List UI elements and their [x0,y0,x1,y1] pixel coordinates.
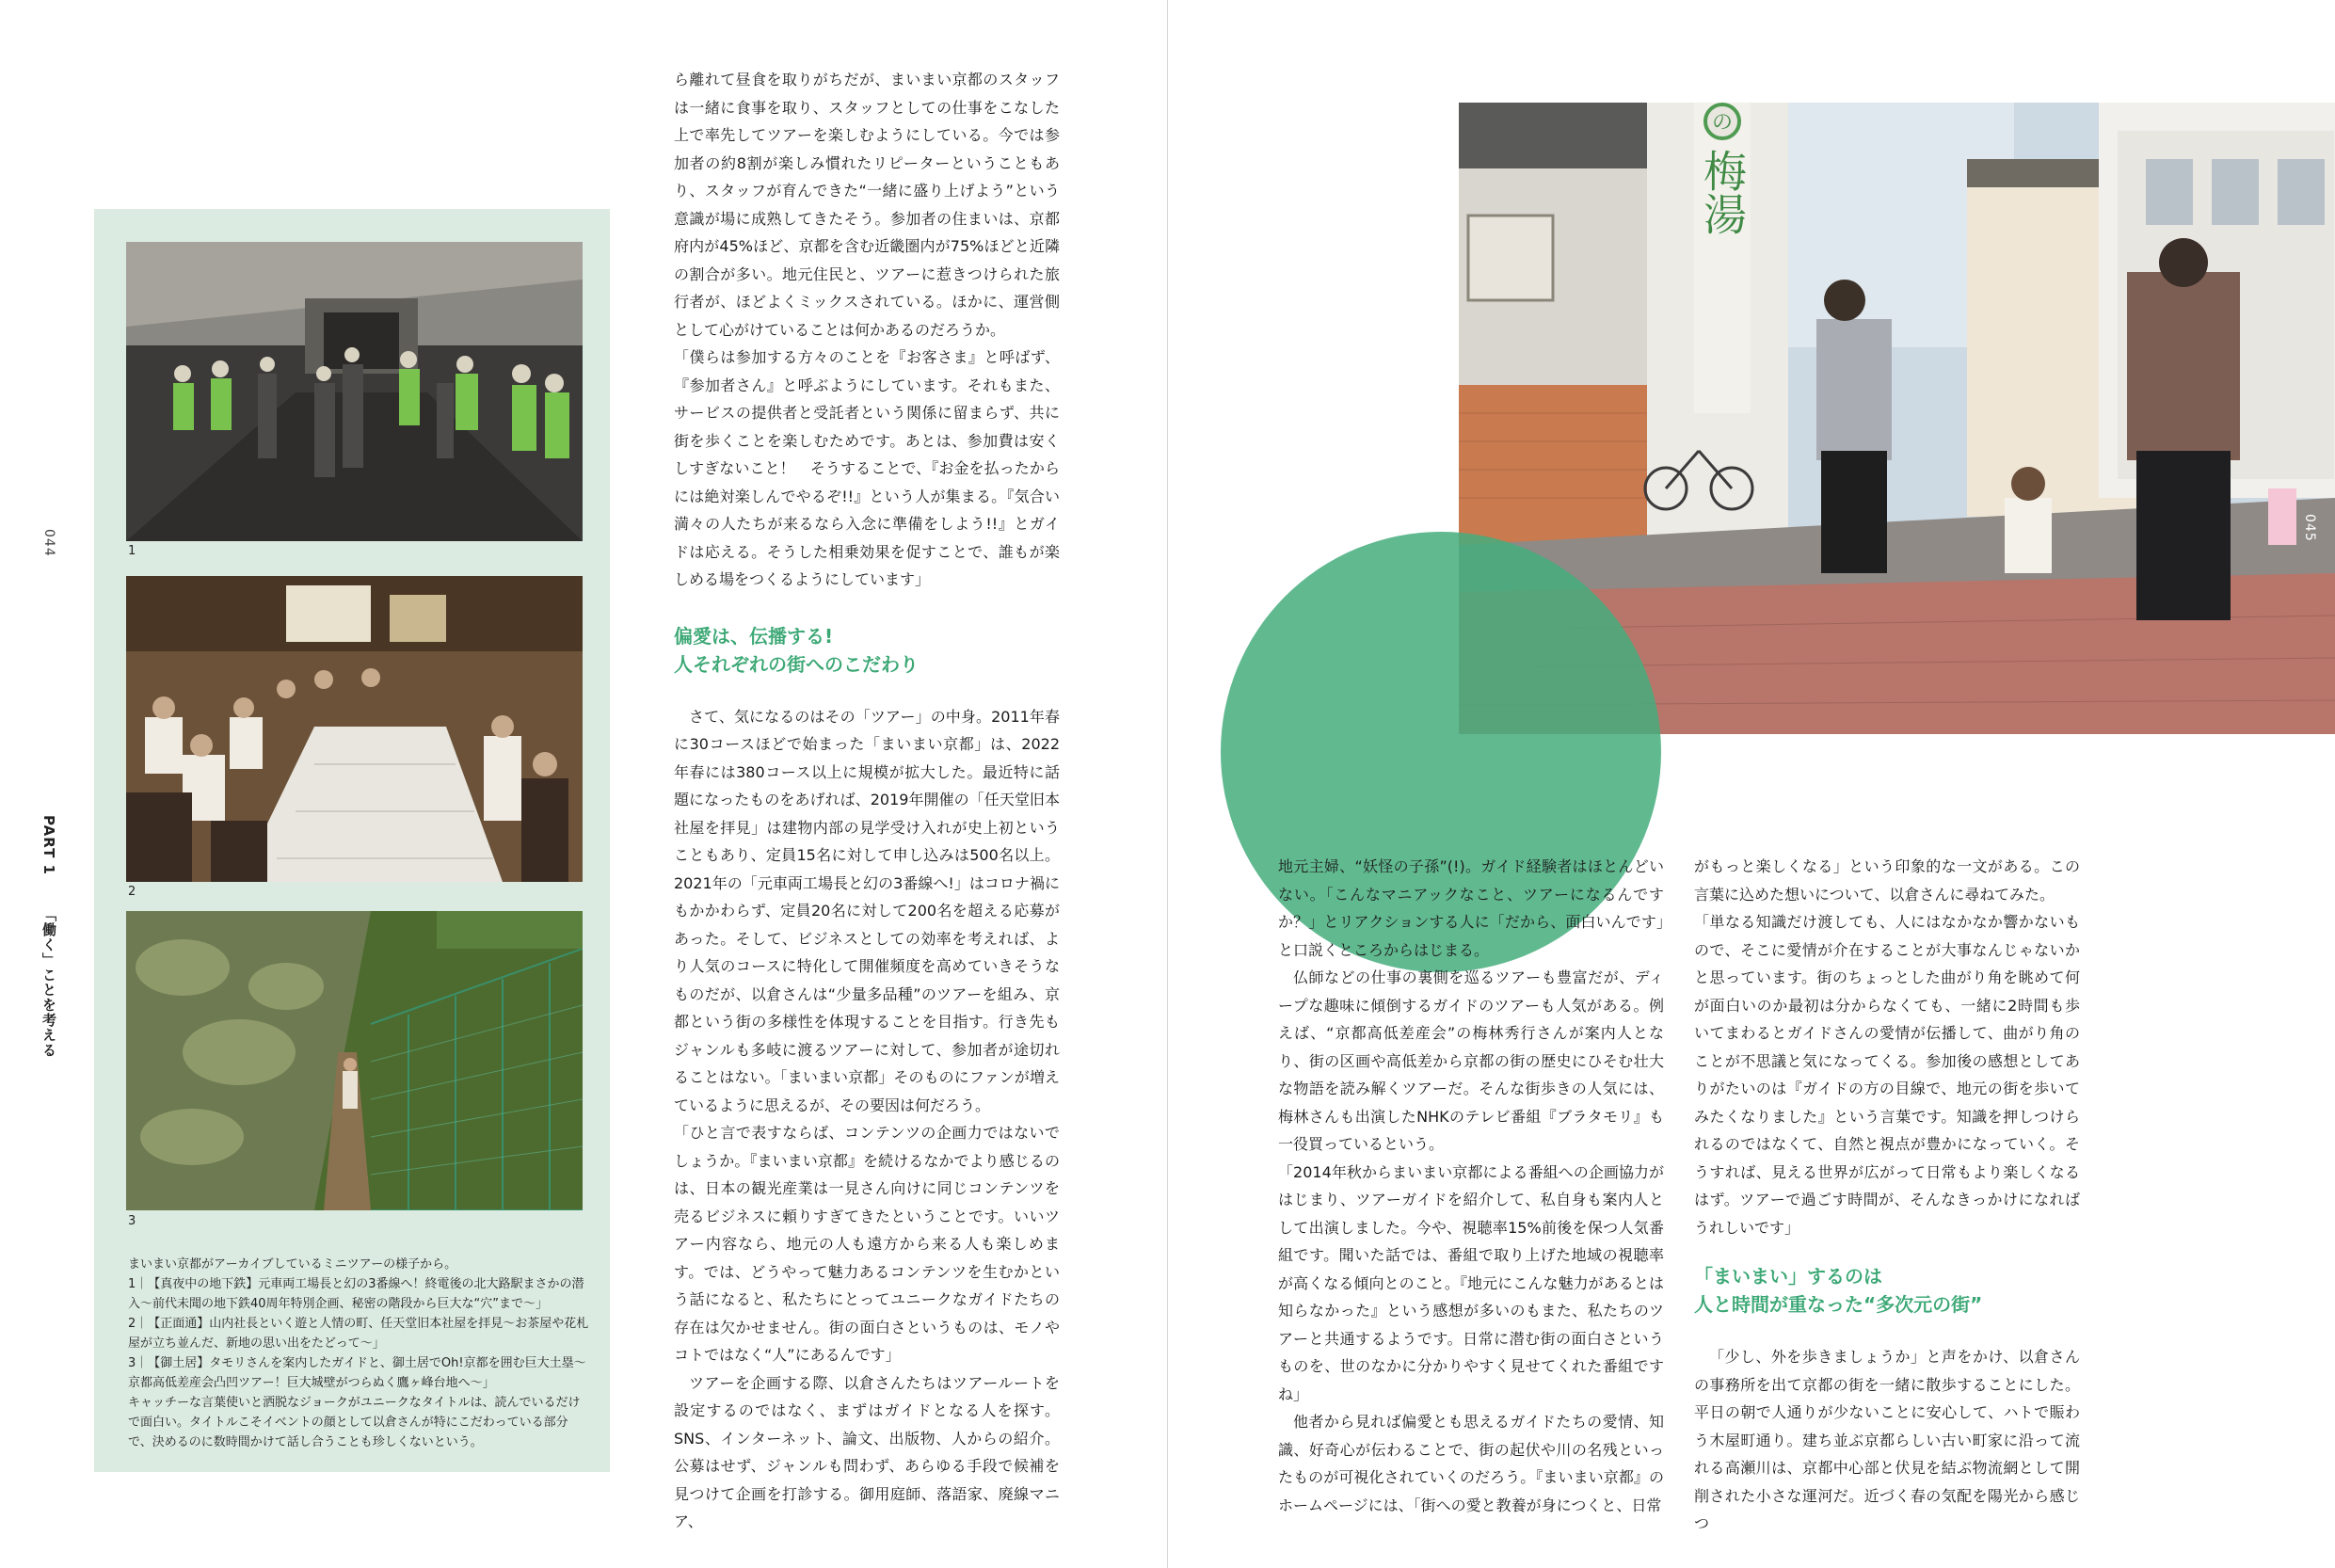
article-column-1 [674,66,1060,1536]
body-paragraph: がもっと楽しくなる」という印象的な一文がある。この言葉に込めた想いについて、以倉さんに尋ねてみた。 [1694,857,2080,904]
section-heading-line: 人と時間が重なった“多次元の街” [1694,1293,1983,1316]
part-subtitle: 「働く」ことを考える [40,907,57,1059]
page-number: 044 [41,529,56,557]
caption-item-3: 3｜【御土居】タモリさんを案内したガイドと、御土居でOh!京都を囲む巨大土塁～京都高低差産会凸凹ツアー！巨大城壁がつらぬく鷹ヶ峰台地へ～」 [128,1356,586,1390]
page-number: 045 [2302,514,2317,542]
left-page [0,0,1167,1568]
section-heading-line: 偏愛は、伝播する! [674,624,834,648]
photo-subway-tunnel [126,242,583,541]
part-number: PART 1 [40,815,57,875]
body-paragraph: 「2014年秋からまいまい京都による番組への企画協力がはじまり、ツアーガイドを紹介して、私自身も案内人として出演しました。今や、視聴率15%前後を保つ人気番組です。聞いた話では、番組で取り上げた地域の視聴率が高くなる傾向とのこと。『地元にこんな魅力があるとは知らなかった』という感想が多いのもまた、私たちのツアーと共通するようです。日常に潜む街の面白さというものを、世のなかに分かりやすく見せてくれた番組ですね」 [1278,1162,1664,1403]
bathhouse-sign: 梅湯 [1697,149,1748,235]
article-column-3 [1694,853,2080,1538]
section-heading-line: 人それぞれの街へのこだわり [674,652,919,676]
photo-number: 2 [128,885,136,899]
photo-number: 1 [128,544,136,558]
part-label [40,815,59,1058]
photo-interior-gathering [126,576,583,882]
article-column-2 [1278,853,1664,1519]
body-paragraph: 仏師などの仕事の裏側を巡るツアーも豊富だが、ディープな趣味に傾倒するガイドのツアーも人気がある。例えば、“京都高低差産会”の梅林秀行さんが案内人となり、街の区画や高低差から京都の街の歴史にひそむ壮大な物語を読み解くツアーだ。そんな街歩きの人気には、梅林さんも出演したNHKのテレビ番組『ブラタモリ』も一役買っているという。 [1278,968,1664,1153]
body-paragraph: 「少し、外を歩きましょうか」と声をかけ、以倉さんの事務所を出て京都の街を一緒に散歩することにした。平日の朝で人通りが少ないことに安心して、ハトで賑わう木屋町通り。建ち並ぶ京都らしい古い町家に沿って流れる高瀬川は、京都中心部と伏見を結ぶ物流網として開削された小さな運河だ。近づく春の気配を陽光から感じつ [1694,1348,2080,1532]
body-paragraph: さて、気になるのはその「ツアー」の中身。2011年春に30コースほどで始まった「まいまい京都」は、2022年春には380コース以上に規模が拡大した。最近特に話題になったものをあげれば、2019年開催の「任天堂旧本社屋を拝見」は建物内部の見学受け入れが史上初ということもあり、定員15名に対して申し込みは500名以上。2021年の「元車両工場長と幻の3番線へ!」はコロナ禍にもかかわらず、定員20名に対して200名を超える応募があった。そして、ビジネスとしての効率を考えれば、より人気のコースに特化して開催頻度を高めていきそうなものだが、以倉さんは“少量多品種”のツアーを組み、京都という街の多様性を体現することを目指す。行き先もジャンルも多岐に渡るツアーに対して、参加者が途切れることはない。「まいまい京都」そのものにファンが増えているように思えるが、その要因は何だろう。 [674,707,1060,1114]
bathhouse-sign-char: の [1711,111,1734,135]
body-paragraph: 他者から見れば偏愛とも思えるガイドたちの愛情、知識、好奇心が伝わることで、街の起伏や川の名残といったものが可視化されていくのだろう。『まいまい京都』のホームページには、「街への愛と教養が身につくと、日常 [1278,1413,1664,1514]
body-paragraph: 「ひと言で表すならば、コンテンツの企画力ではないでしょうか。『まいまい京都』を続けるなかでより感じるのは、日本の観光産業は一見さん向けに同じコンテンツを売るビジネスに頼りすぎてきたということです。いいツアー内容なら、地元の人も遠方から来る人も楽しめます。では、どうやって魅力あるコンテンツを生むかという話になると、私たちにとってユニークなガイドたちの存在は欠かせません。街の面白さというものは、モノやコトではなく“人”にあるんです」 [674,1124,1060,1364]
body-paragraph: 「僕らは参加する方々のことを『お客さま』と呼ばず、『参加者さん』と呼ぶようにしています。それもまた、サービスの提供者と受託者という関係に留まらず、共に街を歩くことを楽しむためです。あとは、参加費は安くしすぎないこと！ そうすることで、『お金を払ったからには絶対楽しんでやるぞ!!』という人が集まる。『気合い満々の人たちが来るなら入念に準備をしよう!!』とガイドは応える。そうした相乗効果を促すことで、誰もが楽しめる場をつくるようにしています」 [674,348,1060,588]
caption-intro: まいまい京都がアーカイブしているミニツアーの様子から。 [128,1257,457,1272]
photo-caption [128,1255,589,1452]
caption-note: キャッチーな言葉使いと洒脱なジョークがユニークなタイトルは、読んでいるだけで面白い。タイトルこそイベントの顔として以倉さんが特にこだわっている部分で、決めるのに数時間かけて話し合うことも珍しくないという。 [128,1396,581,1449]
body-paragraph: ツアーを企画する際、以倉さんたちはツアールートを設定するのではなく、まずはガイドとなる人を探す。SNS、インターネット、論文、出版物、人からの紹介。公募はせず、ジャンルも問わず、あらゆる手段で候補を見つけて企画を打診する。御用庭師、落語家、廃線マニア、 [674,1373,1060,1530]
body-paragraph: ら離れて昼食を取りがちだが、まいまい京都のスタッフは一緒に食事を取り、スタッフとしての仕事をこなした上で率先してツアーを楽しむようにしている。今では参加者の約8割が楽しみ慣れたリピーターということもあり、スタッフが育んできた“一緒に盛り上げよう”という意識が場に成熟してきたそう。参加者の住まいは、京都府内が45%ほど、京都を含む近畿圏内が75%ほどと近隣の割合が多い。地元住民と、ツアーに惹きつけられた旅行者が、ほどよくミックスされている。ほかに、運営側として心がけていることは何かあるのだろうか。 [674,71,1060,339]
body-paragraph: 地元主婦、“妖怪の子孫”(!)。ガイド経験者はほとんどいない。「こんなマニアックなこと、ツアーになるんですか？」とリアクションする人に「だから、面白いんです」と口説くところからはじまる。 [1278,857,1664,959]
photo-mossy-path [126,911,583,1210]
caption-item-1: 1｜【真夜中の地下鉄】元車両工場長と幻の3番線へ！終電後の北大路駅まさかの潜入～前代未聞の地下鉄40周年特別企画、秘密の階段から巨大な“穴”まで～」 [128,1277,584,1311]
photo-number: 3 [128,1214,136,1228]
body-paragraph: 「単なる知識だけ渡しても、人にはなかなか響かないもので、そこに愛情が介在することが大事なんじゃないかと思っています。街のちょっとした曲がり角を眺めて何が面白いのか最初は分からなくても、一緒に2時間も歩いてまわるとガイドさんの愛情が伝播して、曲がり角のことが不思議と気になってくる。参加後の感想としてありがたいのは『ガイドの方の目線で、地元の街を歩いてみたくなりました』という言葉です。知識を押しつけられるのではなくて、自然と視点が豊かになっていく。そうすれば、見える世界が広がって日常もより楽しくなるはず。ツアーで過ごす時間が、そんなきっかけになればうれしいです」 [1694,913,2080,1237]
caption-item-2: 2｜【正面通】山内社長といく遊と人情の町、任天堂旧本社屋を拝見～お茶屋や花札屋が立ち並んだ、新地の思い出をたどって～」 [128,1317,589,1351]
section-heading-line: 「まいまい」するのは [1694,1265,1882,1288]
